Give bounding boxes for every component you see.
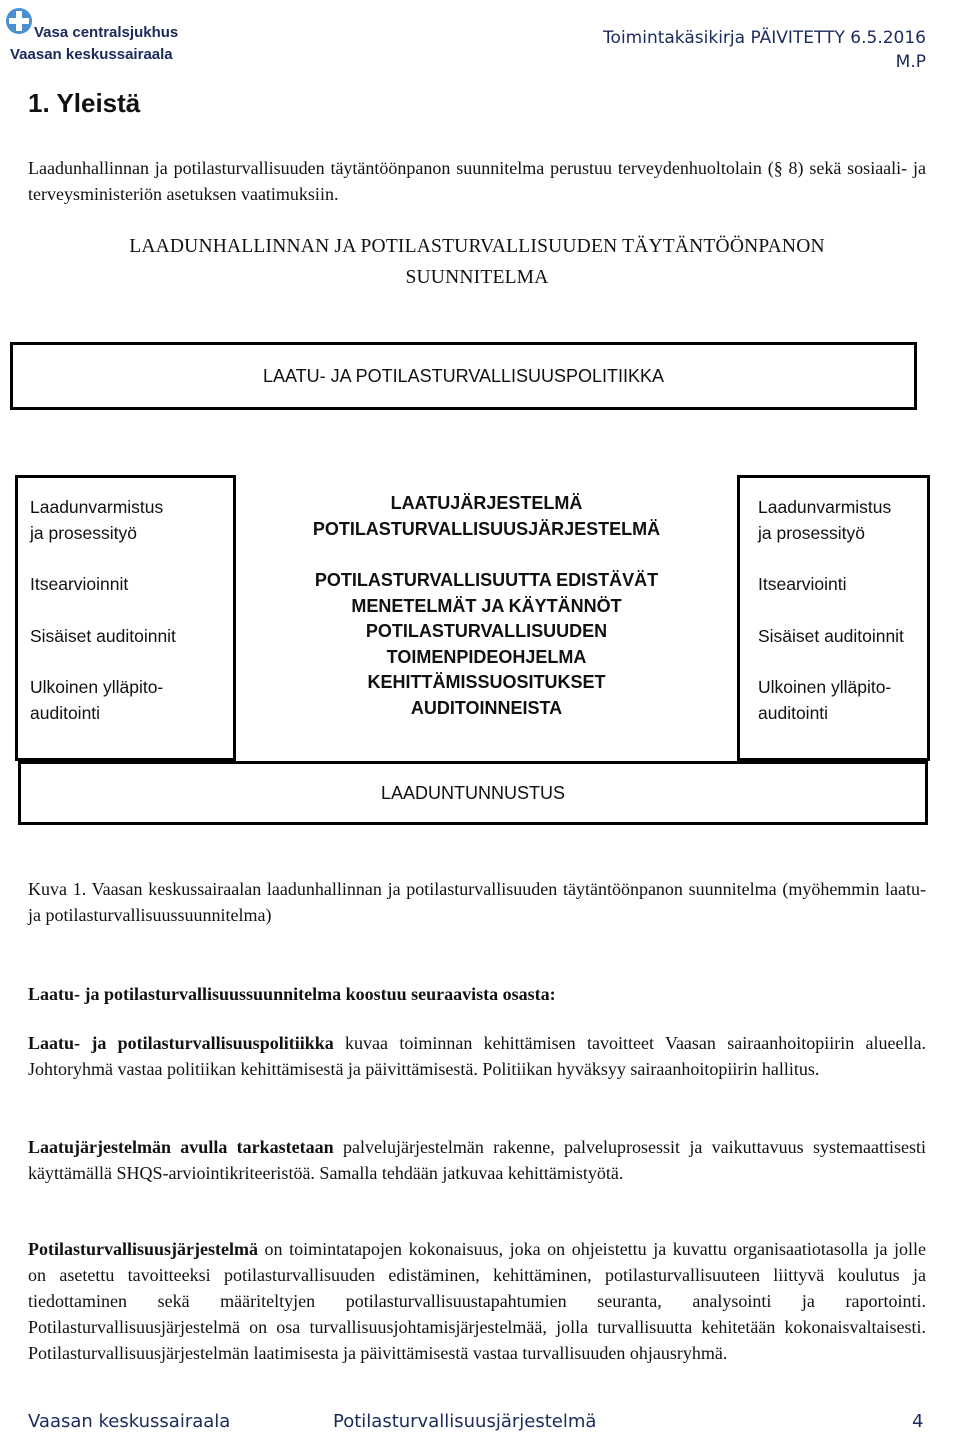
hospital-logo [4, 4, 204, 66]
diagram-title-line2: SUUNNITELMA [405, 267, 549, 288]
footer-document: Potilasturvallisuusjärjestelmä [333, 1411, 597, 1432]
policy-paragraph-term: Laatu- ja potilasturvallisuuspolitiikka [28, 1033, 334, 1053]
safety-system-paragraph [28, 1236, 926, 1366]
footer-page-number: 4 [912, 1411, 924, 1432]
footer-organization: Vaasan keskussairaala [28, 1411, 231, 1432]
diagram-title [28, 231, 926, 293]
left-line-4: Sisäiset auditoinnit [30, 625, 176, 646]
right-assurance-box [737, 475, 930, 761]
document-title: Toimintakäsikirja PÄIVITETTY 6.5.2016 [603, 28, 926, 48]
document-author: M.P [895, 52, 926, 72]
section-title: 1. Yleistä [28, 88, 141, 118]
center-line-8: AUDITOINNEISTA [410, 697, 563, 718]
figure-caption: Kuva 1. Vaasan keskussairaalan laadunhallinnan ja potilasturvallisuuden täytäntöönpanon suunnitelma (myöhemmin laatu- ja potilasturvallisuussuunnitelma) [28, 879, 926, 925]
center-line-6: TOIMENPIDEOHJELMA [386, 646, 587, 667]
center-line-3: POTILASTURVALLISUUTTA EDISTÄVÄT [314, 570, 659, 590]
right-line-1: Laadunvarmistus [758, 497, 892, 517]
left-assurance-box [15, 475, 236, 761]
policy-label: LAATU- JA POTILASTURVALLISUUSPOLITIIKKA [262, 365, 665, 386]
document-header [603, 26, 926, 74]
center-line-4: MENETELMÄT JA KÄYTÄNNÖT [351, 595, 622, 616]
right-line-6: auditointi [758, 702, 829, 723]
left-line-6: auditointi [30, 702, 101, 723]
parts-heading: Laatu- ja potilasturvallisuussuunnitelma koostuu seuraavista osasta: [28, 984, 556, 1004]
right-line-3: Itsearviointi [758, 574, 847, 594]
logo-text-swedish: Vasa centralsjukhus [34, 24, 179, 41]
intro-paragraph: Laadunhallinnan ja potilasturvallisuuden täytäntöönpanon suunnitelma perustuu terveydenhuoltolain (§ 8) sekä sosiaali- ja terveysministeriön asetuksen vaatimuksiin. [28, 158, 926, 204]
right-line-4: Sisäiset auditoinnit [758, 625, 904, 646]
safety-system-paragraph-term: Potilasturvallisuusjärjestelmä [28, 1239, 258, 1259]
recognition-label: LAADUNTUNNUSTUS [380, 782, 566, 803]
policy-paragraph-text: kuvaa toiminnan kehittämisen tavoitteet Vaasan sairaanhoitopiirin alueella. Johtoryhmä vastaa politiikan kehittämisestä ja päivittämisestä. Politiikan hyväksyy sairaanhoitopiirin hallitus. [28, 1033, 926, 1079]
policy-box [10, 342, 917, 410]
right-line-2: ja prosessityö [758, 522, 865, 543]
left-line-1: Laadunvarmistus [30, 497, 164, 517]
right-line-5: Ulkoinen ylläpito- [758, 677, 892, 697]
center-line-2: POTILASTURVALLISUUSJÄRJESTELMÄ [312, 518, 661, 539]
quality-system-paragraph [28, 1134, 926, 1186]
diagram-title-line1: LAADUNHALLINNAN JA POTILASTURVALLISUUDEN TÄYTÄNTÖÖNPANON [129, 236, 825, 257]
left-line-2: ja prosessityö [30, 522, 137, 543]
logo-text-finnish: Vaasan keskussairaala [10, 46, 173, 63]
left-line-5: Ulkoinen ylläpito- [30, 677, 164, 697]
center-line-7: KEHITTÄMISSUOSITUKSET [367, 672, 606, 692]
center-systems-column [236, 491, 737, 721]
policy-paragraph [28, 1030, 926, 1082]
left-line-3: Itsearvioinnit [30, 574, 129, 594]
hospital-cross-logo-icon [4, 6, 34, 36]
recognition-box [18, 761, 928, 825]
quality-system-paragraph-term: Laatujärjestelmän avulla tarkastetaan [28, 1137, 334, 1157]
quality-system-paragraph-text: palvelujärjestelmän rakenne, palveluprosessit ja vaikuttavuus systemaattisesti käyttämällä SHQS-arviointikriteeristöä. Samalla tehdään jatkuvaa kehittämistyötä. [28, 1137, 926, 1183]
safety-system-paragraph-text: on toimintatapojen kokonaisuus, joka on ohjeistettu ja kuvattu organisaatiotasolla ja jolle on asetettu tavoitteeksi potilasturvallisuuden edistäminen, kehittäminen, potilasturvallisuuteen liittyvä koulutus ja tiedottaminen sekä määriteltyjen potilasturvallisuustapahtumien seuranta, analysointi ja raportointi. Potilasturvallisuusjärjestelmä on osa turvallisuusjohtamisjärjestelmää, jolla turvallisuutta kehitetään kokonaisvaltaisesti. Potilasturvallisuusjärjestelmän laatimisesta ja päivittämisestä vastaa turvallisuuden ohjausryhmä. [28, 1239, 926, 1363]
center-line-5: POTILASTURVALLISUUDEN [365, 621, 608, 641]
center-line-1: LAATUJÄRJESTELMÄ [390, 493, 583, 513]
